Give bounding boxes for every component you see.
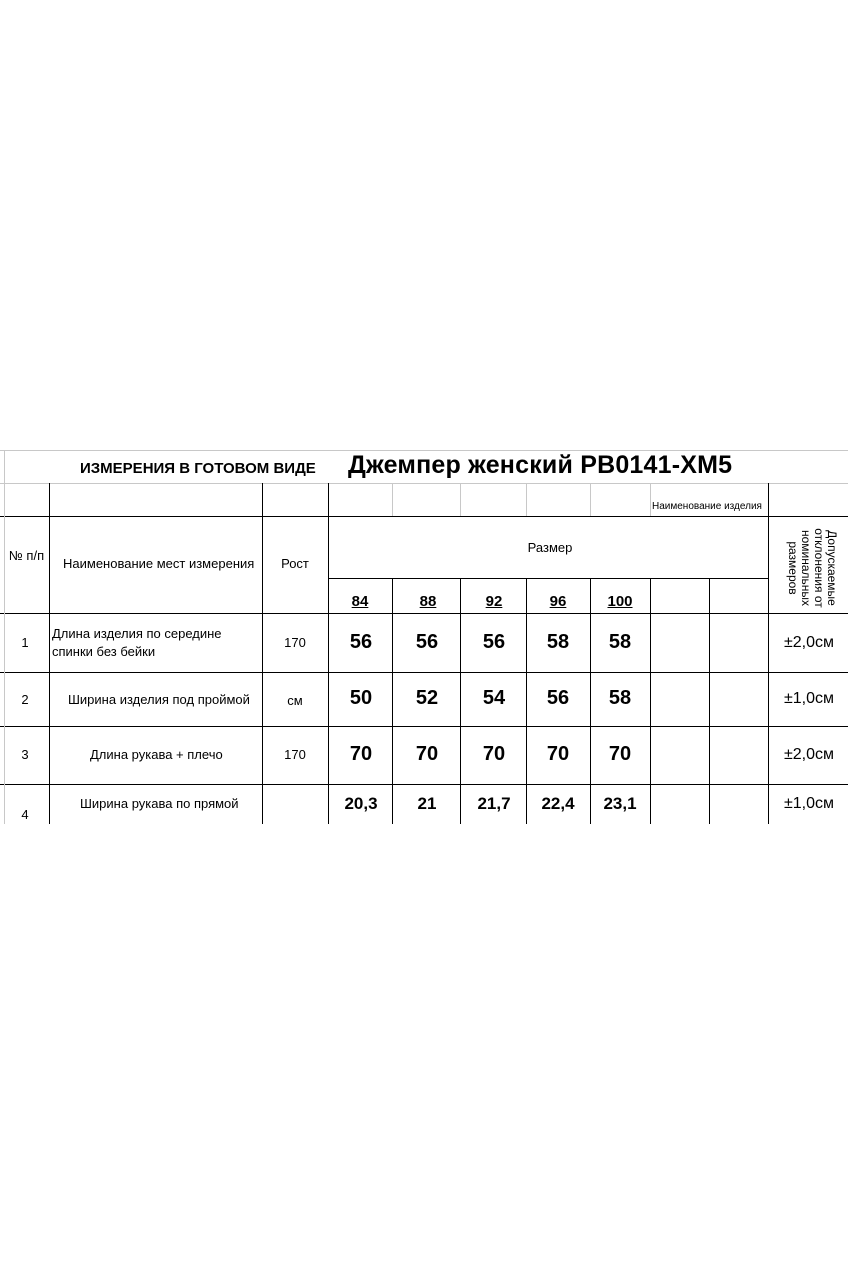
grid-line bbox=[650, 483, 651, 516]
value-cell: 56 bbox=[349, 631, 373, 653]
value-cell: 50 bbox=[349, 687, 373, 709]
grid-line bbox=[0, 613, 848, 614]
value-cell: 20,3 bbox=[344, 794, 378, 813]
grid-line bbox=[709, 578, 710, 824]
measurements-label: ИЗМЕРЕНИЯ В ГОТОВОМ ВИДЕ bbox=[80, 460, 316, 477]
value-cell: 21,7 bbox=[477, 794, 511, 813]
column-tolerance-header bbox=[776, 522, 848, 614]
tolerance-cell: ±2,0см bbox=[783, 634, 835, 651]
row-number: 4 bbox=[21, 807, 29, 822]
tolerance-cell: ±1,0см bbox=[783, 795, 835, 812]
grid-line bbox=[0, 784, 848, 785]
value-cell: 70 bbox=[349, 743, 373, 765]
column-size-header: Размер bbox=[527, 540, 573, 555]
measurement-sheet bbox=[0, 450, 848, 824]
growth-cell: 170 bbox=[284, 747, 306, 762]
column-growth-header: Рост bbox=[281, 556, 309, 571]
size-header: 88 bbox=[419, 593, 437, 610]
row-number: 1 bbox=[21, 635, 29, 650]
row-number: 3 bbox=[21, 747, 29, 762]
measurement-name: Длина изделия по середине bbox=[52, 626, 222, 641]
grid-line bbox=[460, 578, 461, 824]
grid-line bbox=[768, 483, 769, 824]
tolerance-cell: ±1,0см bbox=[783, 690, 835, 707]
value-cell: 70 bbox=[546, 743, 570, 765]
grid-line bbox=[0, 726, 848, 727]
value-cell: 56 bbox=[546, 687, 570, 709]
size-header: 84 bbox=[351, 593, 369, 610]
grid-line bbox=[49, 483, 50, 824]
value-cell: 56 bbox=[482, 631, 506, 653]
value-cell: 52 bbox=[415, 687, 439, 709]
grid-line bbox=[590, 483, 591, 516]
tolerance-cell: ±2,0см bbox=[783, 746, 835, 763]
growth-cell: см bbox=[287, 693, 303, 708]
value-cell: 58 bbox=[546, 631, 570, 653]
product-title: Джемпер женский PB0141-XM5 bbox=[348, 451, 733, 479]
row-number: 2 bbox=[21, 692, 29, 707]
grid-line bbox=[0, 483, 848, 484]
value-cell: 58 bbox=[608, 687, 632, 709]
size-header: 100 bbox=[607, 593, 633, 610]
value-cell: 70 bbox=[482, 743, 506, 765]
value-cell: 56 bbox=[415, 631, 439, 653]
column-number-header: № п/п bbox=[8, 548, 45, 563]
value-cell: 22,4 bbox=[541, 794, 575, 813]
value-cell: 70 bbox=[415, 743, 439, 765]
measurement-name: Ширина рукава по прямой bbox=[80, 796, 239, 811]
product-name-label: Наименование изделия bbox=[652, 501, 762, 512]
grid-line bbox=[262, 483, 263, 824]
grid-line bbox=[526, 483, 527, 516]
value-cell: 23,1 bbox=[603, 794, 637, 813]
measurement-name: Длина рукава + плечо bbox=[90, 747, 223, 762]
tolerance-header-text: Допускаемые отклонения от номинальных размеров bbox=[786, 528, 839, 608]
value-cell: 21 bbox=[417, 794, 437, 813]
value-cell: 58 bbox=[608, 631, 632, 653]
grid-line bbox=[0, 516, 848, 517]
growth-cell: 170 bbox=[284, 635, 306, 650]
size-header: 96 bbox=[549, 593, 567, 610]
grid-line bbox=[328, 578, 768, 579]
value-cell: 54 bbox=[482, 687, 506, 709]
column-name-header: Наименование мест измерения bbox=[63, 556, 255, 571]
measurement-name: Ширина изделия под проймой bbox=[68, 692, 250, 707]
size-header: 92 bbox=[485, 593, 503, 610]
grid-line bbox=[0, 672, 848, 673]
grid-line bbox=[460, 483, 461, 516]
grid-line bbox=[392, 483, 393, 516]
measurement-name-line2: спинки без бейки bbox=[52, 644, 156, 659]
value-cell: 70 bbox=[608, 743, 632, 765]
